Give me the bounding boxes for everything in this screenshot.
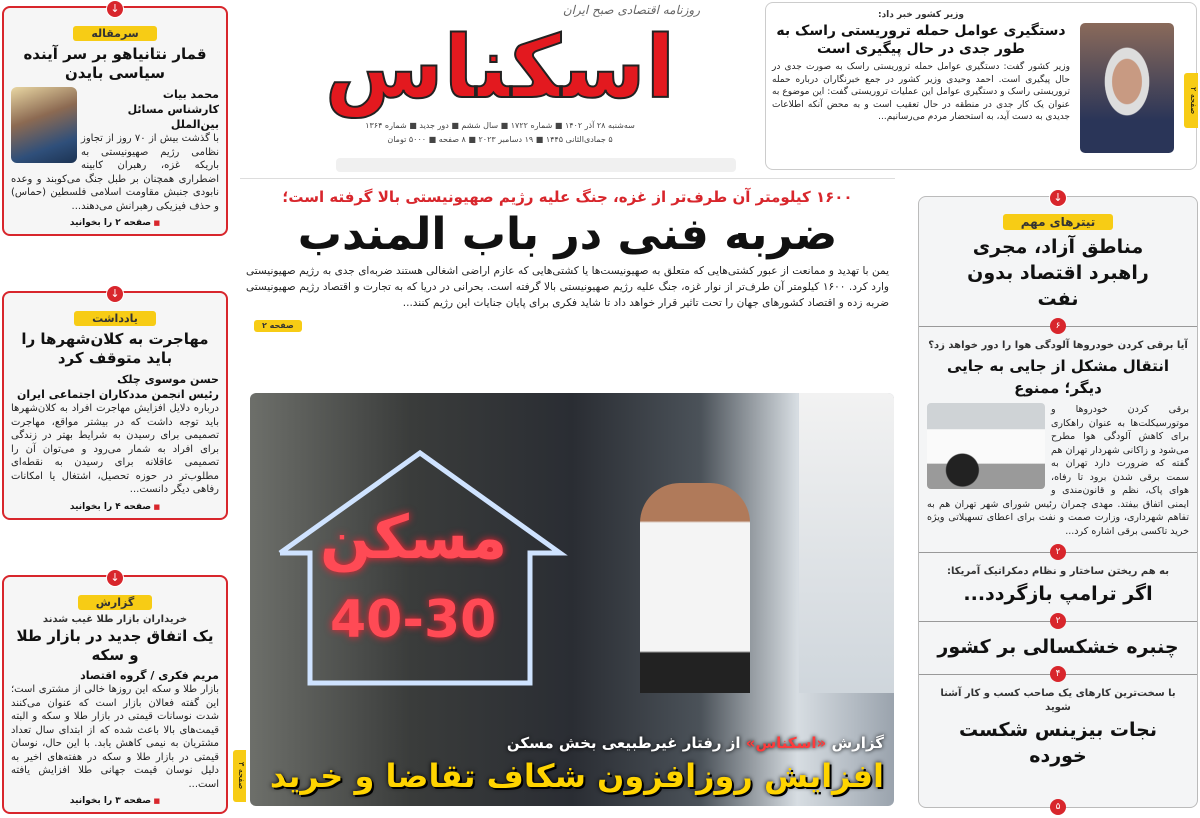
date-line-alt: ۵ جمادی‌الثانی ۱۴۴۵ ■ ۱۹ دسامبر ۲۰۲۳ ■ ۸ صفحه ■ ۵۰۰۰ تومان xyxy=(387,135,613,144)
read-more-link[interactable]: ■ صفحه ۳ را بخوانید xyxy=(11,795,219,807)
page-number-badge: ۴ xyxy=(1050,666,1066,682)
headline-kicker: با سخت‌ترین کارهای یک صاحب کسب و کار آشنا شوید xyxy=(940,688,1176,713)
lead-headline[interactable]: ضربه فنی در باب المندب xyxy=(297,209,838,260)
lead-body: یمن با تهدید و ممانعت از عبور کشتی‌هایی که متعلق به صهیونیست‌ها یا کشتی‌هایی که عازم اراضی اشغالی هستند ضربه‌ای جدی به رژیم صهیونیستی وارد کرد. ۱۶۰۰ کیلومتر آن طرف‌تر از نوار غزه، جنگ علیه رژیم صهیونیستی بالا گرفته است. بحرانی در دریا که به تجارت و اقتصاد رژیم صهیونیستی ضربه زده و اقتصاد کشورهای جهان را تحت تاثیر قرار خواهد داد تا شاید فکری برای پایان جنایات این رژیم کنند... xyxy=(246,265,890,309)
arrow-down-icon: ↓ xyxy=(1049,189,1067,207)
tagline: روزنامه اقتصادی صبح ایران xyxy=(562,3,700,17)
headline-section xyxy=(919,553,1197,626)
page-number-badge: ۵ xyxy=(1050,799,1066,815)
read-more-link[interactable]: ■ صفحه ۲ را بخوانید xyxy=(11,217,219,229)
masthead-strip xyxy=(336,158,736,172)
page-number-badge: ۲ xyxy=(1050,544,1066,560)
headline-item[interactable]: اگر ترامپ بازگردد... xyxy=(963,583,1153,605)
top-story-body: وزیر کشور گفت: دستگیری عوامل حمله تروریستی راسک به صورت جدی در حال پیگیری است. احمد وحیدی وزیر کشور در جمع خبرنگاران درباره حمله تروریستی راسک و دستگیری عوامل این عملیات تروریستی گفت: این موضوع به عنوان یک کار جدی در منطقه در حال تعقیب است و به محض آنکه اطلاعات جدیدی به دست آید، به استحضار مردم می‌رسانیم... xyxy=(772,62,1070,122)
report-box xyxy=(2,571,228,814)
lead-article xyxy=(240,178,895,390)
headline-item[interactable]: مناطق آزاد، مجری راهبرد اقتصاد بدون نفت xyxy=(967,236,1149,310)
electric-car-photo xyxy=(927,403,1045,489)
editorial-title[interactable]: قمار نتانیاهو بر سر آینده سیاسی بایدن xyxy=(23,45,207,82)
arrow-down-icon: ↓ xyxy=(106,0,124,18)
report-title[interactable]: یک اتفاق جدید در بازار طلا و سکه xyxy=(16,627,214,664)
author-name: محمد بیات xyxy=(162,88,219,101)
left-column xyxy=(2,2,228,814)
report-kicker: خریداران بازار طلا غیب شدند xyxy=(42,614,188,625)
page-number-badge: ۲ xyxy=(1050,613,1066,629)
note-box xyxy=(2,287,228,520)
section-tag: سرمقاله xyxy=(73,26,156,41)
editorial-box xyxy=(2,2,228,236)
section-tag: یادداشت xyxy=(74,311,156,326)
brand-name: «اسکناس» xyxy=(745,734,827,752)
top-story xyxy=(765,2,1197,170)
top-story-photo xyxy=(1080,23,1174,153)
headline-item[interactable]: چنبره خشکسالی بر کشور xyxy=(937,636,1179,658)
arrow-down-icon: ↓ xyxy=(106,285,124,303)
headline-kicker: آیا برقی کردن خودروها آلودگی هوا را دور خواهد زد؟ xyxy=(928,340,1188,351)
author-role: کارشناس مسائل بین‌الملل xyxy=(127,103,219,131)
author-role: رئیس انجمن مددکاران اجتماعی ایران xyxy=(17,388,219,402)
newspaper-logo: اسکناس xyxy=(324,18,676,118)
section-tag: گزارش xyxy=(78,595,153,610)
page-tab[interactable]: صفحه ۲ xyxy=(1184,73,1198,128)
lead-kicker: ۱۶۰۰ کیلومتر آن طرف‌تر از غزه، جنگ علیه رژیم صهیونیستی بالا گرفته است؛ xyxy=(282,188,853,206)
page-tab[interactable]: صفحه ۳ xyxy=(233,750,246,802)
person-figure xyxy=(640,483,750,693)
section-tag: تیترهای مهم xyxy=(1003,214,1114,230)
date-line: سه‌شنبه ۲۸ آذر ۱۴۰۲ ■ شماره ۱۷۲۲ ■ سال ششم ■ دور جدید ■ شماره ۱۳۶۴ xyxy=(365,121,635,130)
note-title[interactable]: مهاجرت به کلان‌شهرها را باید متوقف کرد xyxy=(21,330,209,368)
read-more-link[interactable]: ■ صفحه ۴ را بخوانید xyxy=(11,501,219,513)
headline-body: برقی کردن خودروها و موتورسیکلت‌ها به عنوان راهکاری برای کاهش آلودگی هوا مطرح می‌شود و زاکانی شهردار تهران هم گفته که ضرورت دارد تهران به سمت برقی شدن برود تا رفاه، هوای پاک، نظم و قانون‌مندی و ایمنی اتفاق بیفتد. مهدی چمران رئیس شورای شهر تهران هم به تفاهم شهرداری، وزارت صمت و نفت برای اعطای تسهیلاتی ویژه خرید تاکسی برقی اشاره کرد... xyxy=(927,404,1189,537)
headline-section xyxy=(919,675,1197,812)
editorial-body: با گذشت بیش از ۷۰ روز از تجاوز نظامی رژیم صهیونیستی به باریکه غزه، رهبران کابینه اضطراری همچنان بر طبل جنگ می‌کوبند و وعده نابودی جنبش مقاومت اسلامی فلسطین (حماس) و حذف فیزیکی رهبرانش می‌دهند... xyxy=(11,133,219,212)
author-name: مریم فکری / گروه اقتصاد xyxy=(80,669,219,682)
photo-headline[interactable]: افزایش روزافزون شکاف تقاضا و خرید xyxy=(269,757,884,795)
masthead xyxy=(240,0,760,152)
neon-sign-word: مسکن xyxy=(320,503,508,573)
headline-section xyxy=(919,327,1197,557)
author-photo xyxy=(11,87,77,163)
headline-kicker: به هم ریختن ساختار و نظام دمکراتیک آمریکا: xyxy=(947,566,1169,577)
storefront-sign xyxy=(799,393,894,693)
report-body: بازار طلا و سکه این روزها خالی از مشتری است؛ این گفته فعالان بازار است که عنوان می‌کنند شدت نوسانات قیمتی در بازار طلا و سکه و البته قیمت‌های بالا باعث شده که از ابتدای سال تعداد مشتریان به نیمی کاهش یابد. با این حال، نوسان قیمتی در بازار طلا و سکه در هفته‌های اخیر به دلیل نوسان قیمت جهانی طلا افزایش یافته است... xyxy=(11,684,219,790)
top-story-kicker: وزیر کشور خبر داد: xyxy=(877,10,965,20)
headline-section xyxy=(919,622,1197,679)
headline-item[interactable]: انتقال مشکل از جایی به جایی دیگر؛ ممنوع xyxy=(946,357,1170,397)
photo-story[interactable] xyxy=(250,393,894,806)
headline-section xyxy=(919,197,1197,331)
note-body: درباره دلایل افزایش مهاجرت افراد به کلان‌شهرها باید توجه داشت که در بیشتر مواقع، مهاجرت تصمیمی برای رسیدن به شرایط بهتر در زندگی برای افراد به شمار می‌رود و می‌توان آن را تصمیمی عاقلانه برای رسیدن به نقطه‌ای مطلوب‌تر در حوزه تحصیل، اشتغال یا امکانات رفاهی دیگر دانست... xyxy=(11,403,219,496)
photo-kicker: گزارش «اسکناس» از رفتار غیرطبیعی بخش مسکن xyxy=(506,734,884,752)
top-story-title[interactable]: دستگیری عوامل حمله تروریستی راسک به طور جدی در حال پیگیری است xyxy=(776,23,1066,57)
page-tag[interactable]: صفحه ۲ xyxy=(254,320,302,332)
page-number-badge: ۶ xyxy=(1050,318,1066,334)
neon-sign-numbers: 40-30 xyxy=(330,590,497,650)
arrow-down-icon: ↓ xyxy=(106,569,124,587)
author-name: حسن موسوی چلک xyxy=(117,373,219,387)
headline-item[interactable]: نجات بیزینس شکست خورده xyxy=(959,719,1157,767)
headlines-box xyxy=(918,191,1198,812)
